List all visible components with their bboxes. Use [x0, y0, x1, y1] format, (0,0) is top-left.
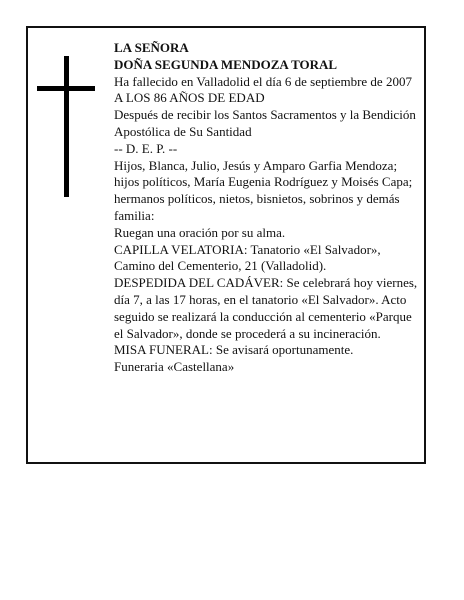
prayer-request: Ruegan una oración por su alma. — [114, 224, 286, 240]
cross-horizontal-bar — [37, 86, 95, 91]
chapel-info: CAPILLA VELATORIA: Tanatorio «El Salvador», Camino del Cementerio, 21 (Valladolid). — [114, 241, 381, 274]
cross-vertical-bar — [64, 56, 69, 197]
farewell-info: DESPEDIDA DEL CADÁVER: Se celebrará hoy viernes, día 7, a las 17 horas, en el tanatorio «El Salvador». Acto seguido se realizará la conducción al cementerio «Parque el Salvador», donde se procederá a su incineración. — [114, 275, 418, 341]
funeral-home: Funeraria «Castellana» — [114, 359, 235, 375]
notice-title-line2: DOÑA SEGUNDA MENDOZA TORAL — [114, 56, 338, 72]
death-announcement: Ha fallecido en Valladolid el día 6 de septiembre de 2007 — [114, 73, 412, 89]
obituary-text — [114, 40, 420, 376]
family-list: Hijos, Blanca, Julio, Jesús y Amparo Garfia Mendoza; hijos políticos, María Eugenia Rodríguez y Moisés Capa; hermanos políticos, nietos, bisnietos, sobrinos y demás familia: — [114, 157, 413, 223]
rip-line: -- D. E. P. -- — [114, 140, 178, 156]
funeral-mass-info: MISA FUNERAL: Se avisará oportunamente. — [114, 342, 354, 358]
sacraments-line: Después de recibir los Santos Sacramentos y la Bendición Apostólica de Su Santidad — [114, 107, 416, 139]
notice-title-line1: LA SEÑORA — [114, 40, 189, 55]
age-line: A LOS 86 AÑOS DE EDAD — [114, 90, 265, 106]
